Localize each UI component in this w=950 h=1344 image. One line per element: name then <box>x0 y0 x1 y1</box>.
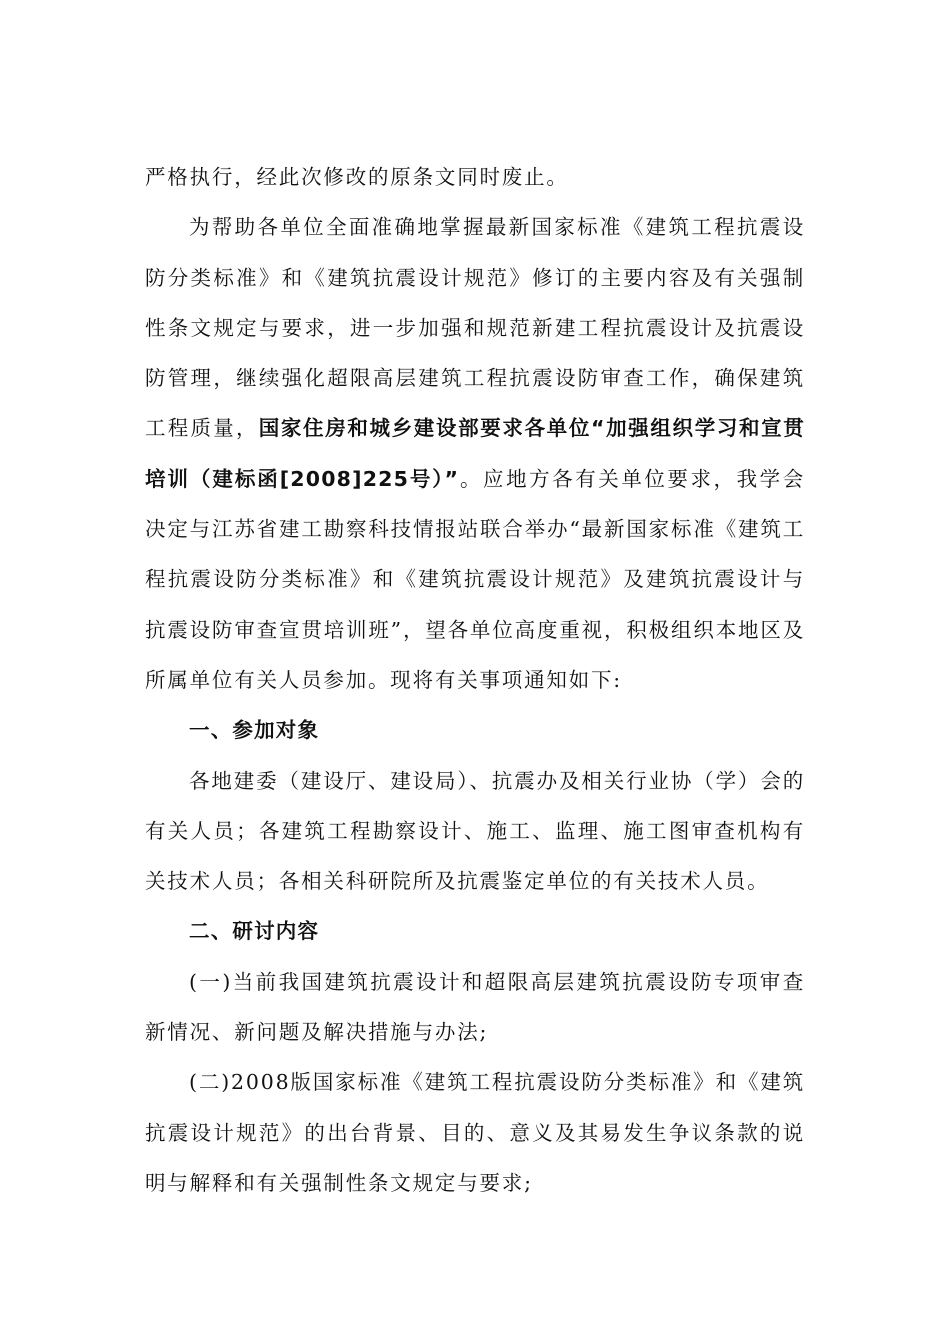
intro-text-part1: 为帮助各单位全面准确地掌握最新国家标准《建筑工程抗震设防分类标准》和《建筑抗震设计规范》修订的主要内容及有关强制性条文规定与要求，进一步加强和规范新建工程抗震设计及抗震设防管理，继续强化超限高层建筑工程抗震设防审查工作，确保建筑工程质量， <box>145 215 805 441</box>
paragraph-intro <box>145 202 805 705</box>
intro-text-part2: 。应地方各有关单位要求，我学会决定与江苏省建工勘察科技情报站联合举办“最新国家标准《建筑工程抗震设防分类标准》和《建筑抗震设计规范》及建筑抗震设计与抗震设防审查宣贯培训班”，望各单位高度重视，积极组织本地区及所属单位有关人员参加。现将有关事项通知如下: <box>145 466 806 692</box>
section2-item1: (一)当前我国建筑抗震设计和超限高层建筑抗震设防专项审查新情况、新问题及解决措施与办法; <box>145 969 805 1045</box>
section2-heading: 二、研讨内容 <box>189 919 320 944</box>
document-body <box>145 152 805 1208</box>
intro-bold-requirement: 国家住房和城乡建设部要求各单位“加强组织学习和宣贯培训（建标函[2008]225号）” <box>145 416 805 491</box>
section1-heading: 一、参加对象 <box>189 718 320 743</box>
section2-item2: (二)2008版国家标准《建筑工程抗震设防分类标准》和《建筑抗震设计规范》的出台背景、目的、意义及其易发生争议条款的说明与解释和有关强制性条文规定与要求; <box>145 1070 805 1195</box>
section1-text: 各地建委（建设厅、建设局）、抗震办及相关行业协（学）会的有关人员；各建筑工程勘察设计、施工、监理、施工图审查机构有关技术人员；各相关科研院所及抗震鉴定单位的有关技术人员。 <box>145 768 805 894</box>
paragraph-continuation: 严格执行，经此次修改的原条文同时废止。 <box>145 165 569 189</box>
